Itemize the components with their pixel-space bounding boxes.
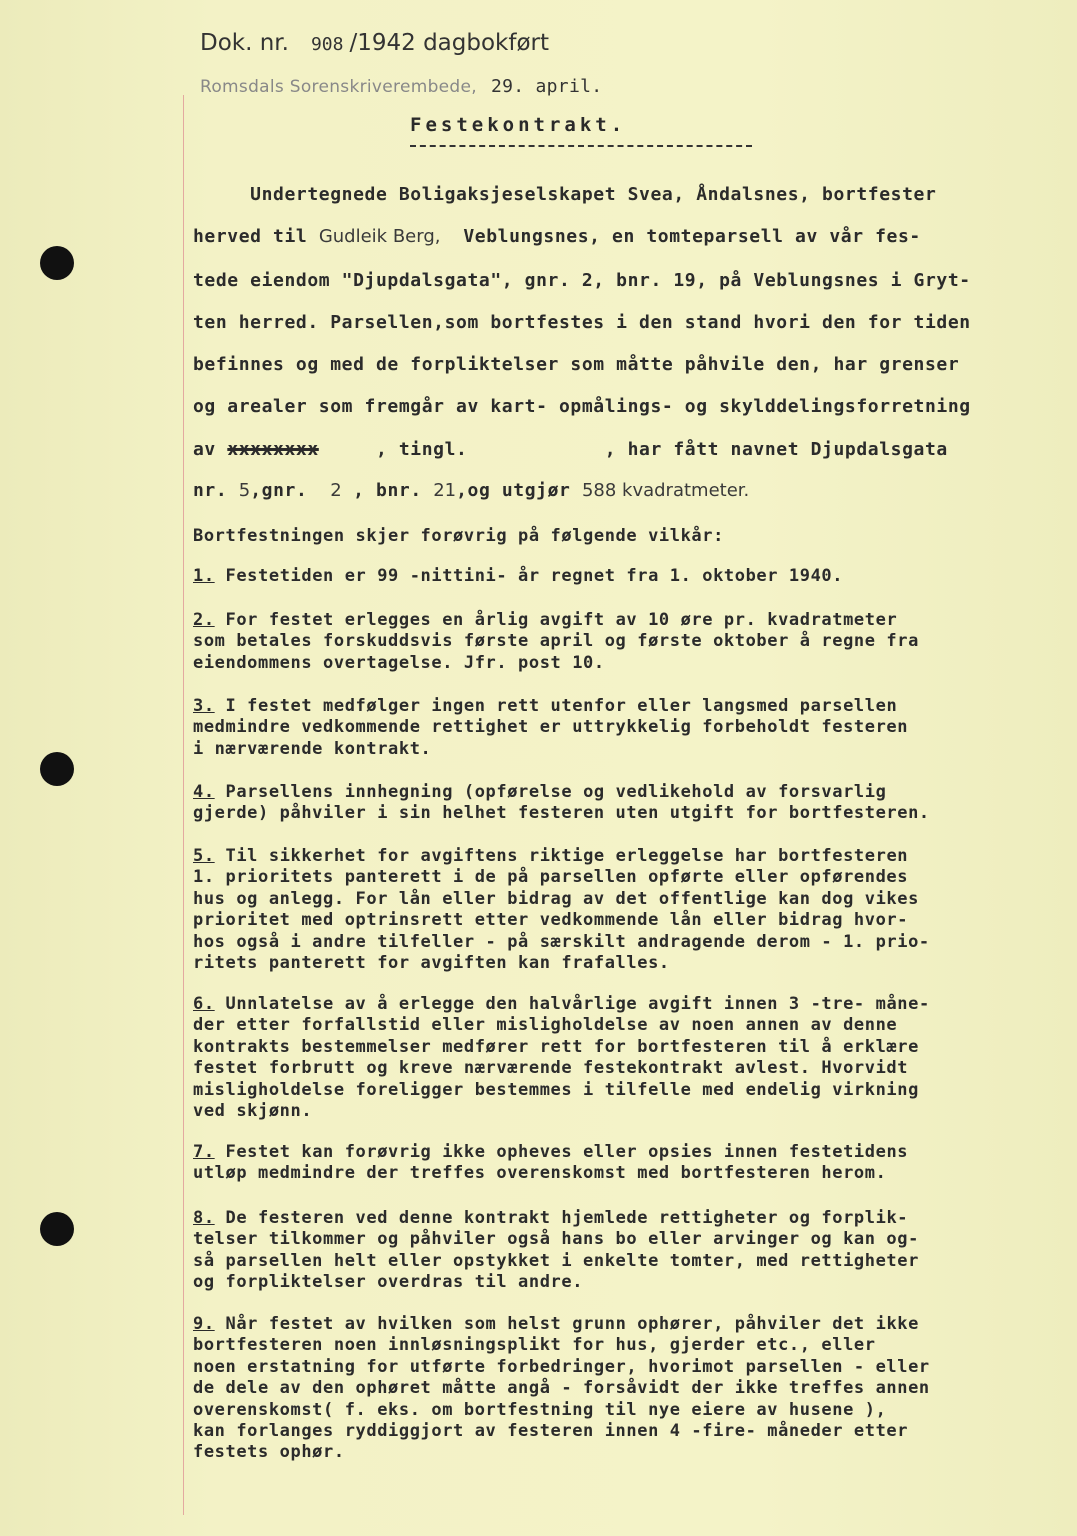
line-text: nr. [193,480,239,501]
clause-line [193,653,605,673]
clause-line [193,1208,908,1228]
clause-line [193,846,908,866]
clause-text: i nærværende kontrakt. [193,738,432,759]
text-line [193,226,921,247]
office-stamp-line [200,76,602,97]
clause-text: utløp medmindre der treffes overenskomst med bortfesteren herom. [193,1163,887,1184]
clause-line [193,1015,897,1035]
clause-number: 4. [193,782,215,802]
clause-line [193,1421,908,1441]
clause-line [193,1142,908,1162]
text-line: befinnes og med de forpliktelser som måtte påhvile den, har grenser [193,354,960,375]
clause-line [193,1251,919,1271]
clause-text: og forpliktelser overdras til andre. [193,1272,584,1293]
text-line: Undertegnede Boligaksjeselskapet Svea, Åndalsnes, bortfester [193,184,937,205]
clause-text: ved skjønn. [193,1101,313,1121]
clause-text: festet forbrutt og kreve nærværende festekontrakt avlest. Hvorvidt [193,1058,909,1079]
clause-line [193,1442,345,1462]
line-text: , bnr. [341,480,422,501]
clause-line [193,1400,886,1420]
clause-text: Når festet av hvilken som helst grunn ophører, påhviler det ikke [225,1314,919,1334]
clause-line [193,1058,908,1078]
clause-line [193,1229,919,1249]
clause-line [193,932,930,952]
clause-text: som betales forskuddsvis første april og første oktober å regne fra [193,631,919,652]
clause-text: så parsellen helt eller opstykket i enkelte tomter, med rettigheter [193,1250,919,1271]
clause-number: 7. [193,1142,215,1162]
clause-text: de dele av den ophøret måtte angå - forsåvidt der ikke treffes annen [193,1378,930,1399]
clause-line [193,1272,583,1292]
text-line [193,480,749,501]
clause-text: 1. prioritets panterett i de på parsellen opførte eller opførendes [193,867,909,888]
document-number-stamp [200,30,549,56]
clause-text: Festetiden er 99 -nittini- år regnet fra 1. oktober 1940. [225,566,844,586]
punch-hole [40,246,74,280]
clause-line [193,739,431,759]
clause-line [193,910,908,930]
document-title: Festekontrakt. [410,114,627,136]
clause-line [193,803,930,823]
text-line: ten herred. Parsellen,som bortfestes i den stand hvori den for tiden [193,312,971,333]
clause-number: 3. [193,696,215,716]
clause-text: ritets panterett for avgiften kan frafalles. [193,953,670,973]
clause-number: 2. [193,610,215,630]
dok-number: 908 [310,34,344,55]
clause-text: telser tilkommer og påhviler også hans bo eller arvinger og kan og- [193,1229,919,1250]
line-text: ,gnr. [250,480,308,501]
clause-text: I festet medfølger ingen rett utenfor eller langsmed parsellen [225,696,898,716]
clause-text: Festet kan forøvrig ikke opheves eller opsies innen festetidens [225,1142,909,1162]
text-line: og arealer som fremgår av kart- opmålings- og skylddelingsforretning [193,396,971,417]
clause-text: gjerde) påhviler i sin helhet festeren uten utgift for bortfesteren. [193,803,930,824]
line-text: av [193,439,228,460]
clause-line [193,1357,930,1377]
clause-text: Unnlatelse av å erlegge den halvårlige avgift innen 3 -tre- måne- [225,994,930,1014]
clause-number: 1. [193,566,215,586]
clause-number: 5. [193,846,215,866]
clause-text: noen erstatning for utførte forbedringer, hvorimot parsellen - eller [193,1356,930,1377]
clause-text: der etter forfallstid eller misligholdelse av noen annen av denne [193,1015,898,1036]
punch-hole [40,1212,74,1246]
filled-nr: 5 [238,480,251,501]
clause-text: prioritet med optrinsrett etter vedkommende lån eller bidrag hvor- [193,910,909,931]
clause-line [193,610,897,630]
clause-text: bortfesteren noen innløsningsplikt for hus, gjerder etc., eller [193,1335,876,1356]
clause-text: misligholdelse foreligger bestemmes i tilfelle med endelig virkning [193,1079,919,1100]
clause-line [193,1335,876,1355]
clause-line [193,631,919,651]
dok-year: /1942 dagbokført [349,30,550,56]
clause-number: 6. [193,994,215,1014]
clause-number: 8. [193,1208,215,1228]
clause-line [193,867,908,887]
filled-area: 588 kvadratmeter. [581,480,750,501]
filled-bnr: 21 [433,480,457,501]
clause-text: kontrakts bestemmelser medfører rett for bortfesteren til å erklære [193,1036,919,1057]
office-stamp: Romsdals Sorenskriverembede, [200,77,477,97]
conditions-intro: Bortfestningen skjer forøvrig på følgende vilkår: [193,526,724,546]
clause-text: Parsellens innhegning (opførelse og vedlikehold av forsvarlig [225,782,887,802]
text-line: tede eiendom "Djupdalsgata", gnr. 2, bnr. 19, på Veblungsnes i Gryt- [193,270,971,291]
clause-line [193,696,897,716]
clause-line [193,953,670,973]
clause-text: festets ophør. [193,1442,345,1463]
line-text: herved til [193,226,319,247]
title-underline [410,145,752,147]
clause-text: kan forlanges ryddiggjort av festeren innen 4 -fire- måneder etter [193,1421,909,1441]
margin-line [183,95,184,1515]
clause-line [193,717,908,737]
text-line [193,439,948,460]
clause-line [193,566,843,586]
clause-text: De festeren ved denne kontrakt hjemlede rettigheter og forplik- [225,1208,909,1228]
clause-text: For festet erlegges en årlig avgift av 10 øre pr. kvadratmeter [225,610,898,630]
struck-text: xxxxxxxx [227,439,319,460]
filled-name: Gudleik Berg, [318,226,441,247]
line-text: ,og utgjør [456,480,571,501]
clause-line [193,1101,312,1121]
clause-line [193,994,930,1014]
clause-line [193,1378,930,1398]
line-text: , tingl. , har fått navnet Djupdalsgata [318,439,948,460]
clause-line [193,1163,886,1183]
filled-gnr: 2 [330,480,342,501]
clause-text: Til sikkerhet for avgiftens riktige erleggelse har bortfesteren [225,846,909,866]
clause-line [193,782,886,802]
dok-label: Dok. nr. [200,30,289,56]
clause-number: 9. [193,1314,215,1334]
clause-text: medmindre vedkommende rettighet er uttrykkelig forbeholdt festeren [193,717,909,738]
clause-line [193,1037,919,1057]
punch-hole [40,752,74,786]
clause-line [193,1314,919,1334]
line-text: Veblungsnes, en tomteparsell av vår fes- [440,226,921,247]
clause-text: hos også i andre tilfeller - på særskilt andragende derom - 1. prio- [193,931,930,952]
stamp-date: 29. april. [490,76,603,97]
clause-line [193,889,919,909]
clause-text: eiendommens overtagelse. Jfr. post 10. [193,652,605,673]
clause-text: overenskomst( f. eks. om bortfestning til nye eiere av husene ), [193,1399,887,1420]
clause-text: hus og anlegg. For lån eller bidrag av det offentlige kan dog vikes [193,888,919,909]
clause-line [193,1080,919,1100]
